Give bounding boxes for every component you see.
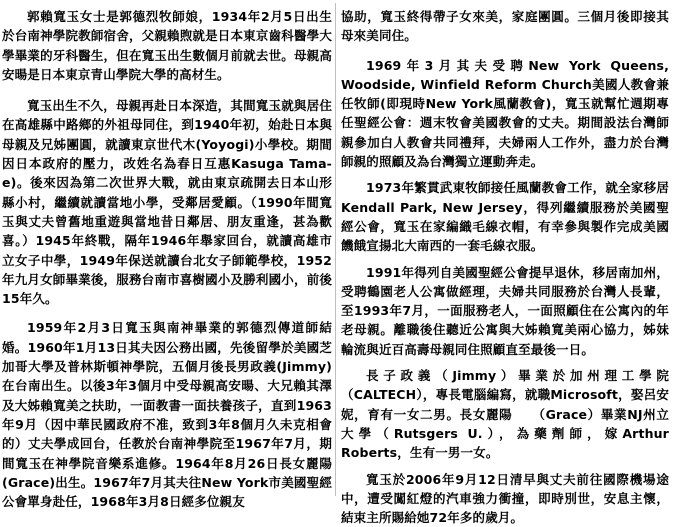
paragraph-marriage-continued: 1968年3月8日經多位親友 [90,494,245,510]
paragraph-passing: 寬玉於2006年9月12日清早與丈夫前往國際機場途中，遭受闖紅燈的汽車強力衝撞，即時別世，安息主懷，結束主所賜給她72年多的歲月。 [341,471,669,526]
paragraph-marriage [2,318,332,511]
paragraph-birth: 郭賴寬玉女士是郭德烈牧師娘，1934年2月5日出生於台南神學院教師宿舍，父親賴煦就是日本東京齒科醫學大學畢業的牙科醫生，但在寬玉出生數個月前就去世。母親高安暘是日本東京青山學院大學的高材生。 [2,9,332,82]
right-column [341,7,669,527]
column-divider [335,3,336,496]
paragraph-children: 長子政義（Jimmy）畢業於加州理工學院（CALTECH），專長電腦編寫，就職Microsoft，娶呂安妮，育有一女二男。長女麗陽 （Grace）畢業NJ州立大學（Rutsgers U.），為藥劑師，嫁Arthur Roberts，生有一男一女。 [341,368,669,461]
paragraph-reunion: 協助，寬玉終得帶子女來美，家庭團圓。三個月後即接其母來美同住。 [341,9,669,44]
paragraph-childhood: 寬玉出生不久，母親再赴日本深造，其間寬玉就與居住在高雄縣中路鄉的外祖母同住，到1940年初，始赴日本與母親及兄姊團圓，就讀東京世代木(Yoyogi)小學校。期間因日本政府的壓力，改姓名為春日互惠Kasuga Tama-e)。後來因為第二次世界大戰，就由東京疏開去日本山形縣小村，繼續就讀當地小學，受鄰居愛顧。（1990年間寬玉與丈夫曾舊地重遊與當地昔日鄰居、朋友重逢，甚為歡喜。）1945年終戰，隔年1946年舉家回台，就讀高雄市立女子中學，1949年保送就讀台北女子師範學校，1952年九月女師畢業後，服務台南市喜樹國小及勝利國小，前後15年久。 [2,98,332,307]
paragraph-california: 1991年得列自美國聖經公會提早退休，移居南加州，受聘鶴園老人公寓做經理，夫婦共同服務於台灣人長輩，至1993年7月，一面服務老人，一面照顧住在公寓內的年老母親。離職後住聽近公寓與大姊賴寬美兩心協力，姊妹輪流與近百高壽母親同住照顧直至最後一日。 [341,264,669,357]
paragraph-marriage-text: 1959年2月3日寬玉與南神畢業的郭德烈傳道師結婚。1960年1月13日其夫因公務出國，先後留學於美國芝加哥大學及普林斯頓神學院，五個月後長男政義(Jimmy)在台南出生。以後3年3個月中受母親高安暘、大兄賴其澤及大姊賴寬美之扶助，一面教書一面扶養孩子，直到1963年9月（因中華民國政府不准，致到3年8個月久未克相會的）丈夫學成回台，任教於台南神學院至1967年7月，期間寬玉在神學院音樂系進修。1964年8月26日長女麗陽(Grace)出生。1967年7月其夫往New York市美國聖經公會單身赴任， [2,320,332,510]
paragraph-new-york: 1969年3月其夫受聘New York Queens, Woodside, Winfield Reform Church美國人教會兼任牧師(即現時New York風蘭教會)，寬玉就幫忙週期專任聖經公會：週末牧會美國教會的丈夫。期間設法台灣師親參加白人教會共同禮拜，夫婦兩人工作外，盡力於台灣師親的照顧及為台灣獨立運動奔走。 [341,57,669,170]
paragraph-new-jersey: 1973年繁貫武東牧師接任風蘭教會工作，就全家移居Kendall Park, New Jersey，得列繼續服務於美國聖經公會，寬玉在家編織毛線衣帽，有幸參與製作完成美國饑餓宣揚北大南西的一套毛線衣服。 [341,180,669,254]
left-column [2,7,332,511]
